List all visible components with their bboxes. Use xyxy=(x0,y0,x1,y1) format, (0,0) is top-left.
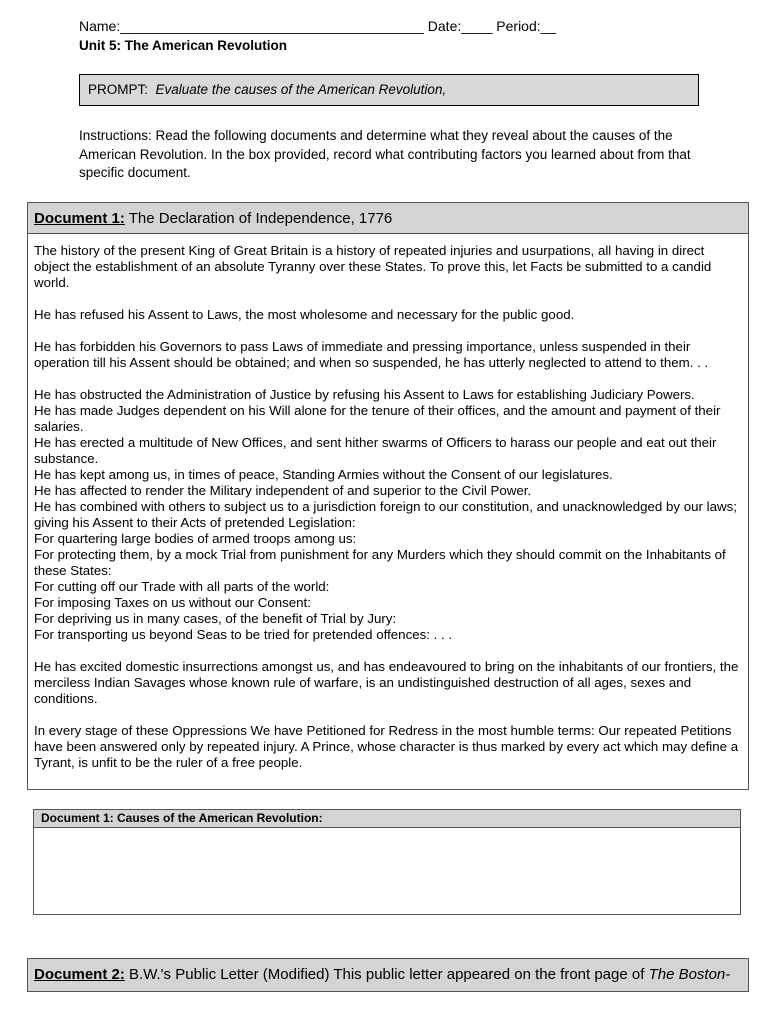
document-2-number: Document 2: xyxy=(34,966,125,983)
document-1-title: The Declaration of Independence, 1776 xyxy=(128,210,393,227)
unit-title: Unit 5: The American Revolution xyxy=(79,38,288,53)
grievance-line: For transporting us beyond Seas to be tried for pretended offences: . . . xyxy=(34,627,453,642)
causes-answer-area[interactable] xyxy=(34,828,740,914)
grievance-line: For protecting them, by a mock Trial from punishment for any Murders which they should commit on the Inhabitants of these States: xyxy=(34,547,726,578)
name-date-period-line: Name:_______________________________________ Date:____ Period:__ xyxy=(79,18,557,34)
grievance-line: He has erected a multitude of New Offices, and sent hither swarms of Officers to harass our people and eat out their substance. xyxy=(34,435,717,466)
document-2-header xyxy=(28,959,748,991)
grievance-line: For imposing Taxes on us without our Consent: xyxy=(34,595,311,610)
document-1 xyxy=(27,202,749,790)
instructions: Instructions: Read the following documents and determine what they reveal about the causes of the American Revolution. In the box provided, record what contributing factors you learned about from that specific document. xyxy=(79,128,691,180)
grievance-line: For depriving us in many cases, of the benefit of Trial by Jury: xyxy=(34,611,397,626)
doc1-paragraph: In every stage of these Oppressions We have Petitioned for Redress in the most humble terms: Our repeated Petitions have been answered only by repeated injury. A Prince, whose character is thus marked by every act which may define a Tyrant, is unfit to be the ruler of a free people. xyxy=(34,723,739,770)
document-1-header xyxy=(28,203,748,234)
prompt-box xyxy=(79,74,699,106)
document-1-body xyxy=(28,234,748,771)
document-2 xyxy=(27,958,749,992)
doc1-paragraph: He has excited domestic insurrections amongst us, and has endeavoured to bring on the inhabitants of our frontiers, the merciless Indian Savages whose known rule of warfare, is an undistinguished destruction of all ages, sexes and conditions. xyxy=(34,659,739,706)
doc1-paragraph: The history of the present King of Great Britain is a history of repeated injuries and usurpations, all having in direct object the establishment of an absolute Tyranny over these States. To prove this, let Facts be submitted to a candid world. xyxy=(34,243,712,290)
grievance-line: For quartering large bodies of armed troops among us: xyxy=(34,531,357,546)
document-1-causes-box[interactable] xyxy=(33,809,741,915)
document-2-title-italic: The Boston- xyxy=(648,966,731,983)
doc1-grievance-list xyxy=(34,387,742,643)
document-2-title: B.W.'s Public Letter (Modified) This public letter appeared on the front page of xyxy=(129,966,645,983)
grievance-line: He has obstructed the Administration of Justice by refusing his Assent to Laws for establishing Judiciary Powers. xyxy=(34,387,695,402)
grievance-line: He has kept among us, in times of peace, Standing Armies without the Consent of our legislatures. xyxy=(34,467,613,482)
prompt-text: Evaluate the causes of the American Revolution, xyxy=(155,82,447,97)
causes-box-heading: Document 1: Causes of the American Revolution: xyxy=(34,810,740,828)
grievance-line: He has affected to render the Military independent of and superior to the Civil Power. xyxy=(34,483,532,498)
document-1-number: Document 1: xyxy=(34,210,125,227)
doc1-paragraph: He has forbidden his Governors to pass Laws of immediate and pressing importance, unless suspended in their operation till his Assent should be obtained; and when so suspended, he has utterly neglected to attend to them. . . xyxy=(34,339,709,370)
grievance-line: He has combined with others to subject us to a jurisdiction foreign to our constitution, and unacknowledged by our laws; giving his Assent to their Acts of pretended Legislation: xyxy=(34,499,737,530)
doc1-paragraph: He has refused his Assent to Laws, the most wholesome and necessary for the public good. xyxy=(34,307,575,322)
prompt-label: PROMPT: xyxy=(88,82,149,97)
grievance-line: He has made Judges dependent on his Will alone for the tenure of their offices, and the amount and payment of their salaries. xyxy=(34,403,721,434)
grievance-line: For cutting off our Trade with all parts of the world: xyxy=(34,579,330,594)
